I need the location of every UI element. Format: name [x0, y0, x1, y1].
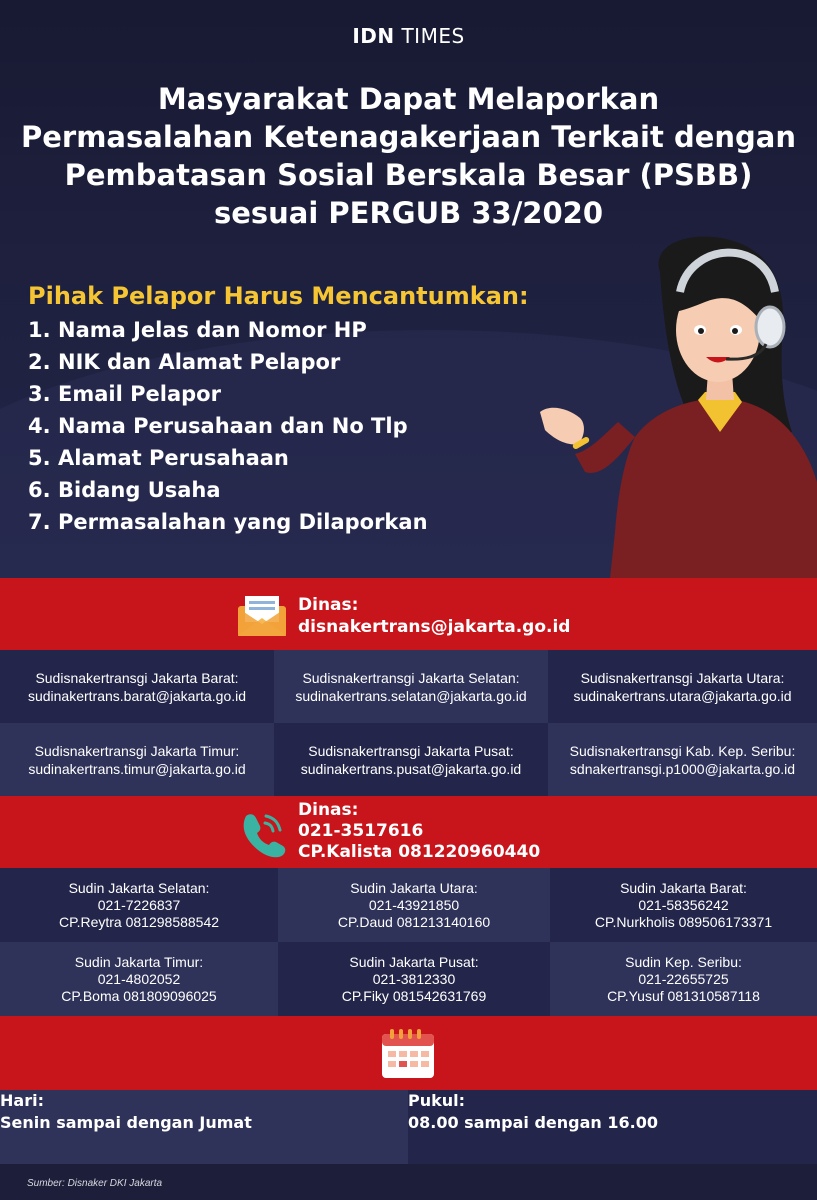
email-office-cell: Sudisnakertransgi Jakarta Timur: sudinakertrans.timur@jakarta.go.id — [0, 723, 274, 796]
requirement-item: 2. NIK dan Alamat Pelapor — [28, 350, 341, 374]
email-office-cell: Sudisnakertransgi Jakarta Selatan: sudinakertrans.selatan@jakarta.go.id — [274, 650, 548, 723]
requirements-title: Pihak Pelapor Harus Mencantumkan: — [28, 282, 529, 310]
office-number[interactable]: 021-58356242 — [638, 896, 729, 913]
phone-dinas-label: Dinas: — [298, 800, 359, 820]
requirement-item: 3. Email Pelapor — [28, 382, 221, 406]
email-offices-grid — [0, 650, 817, 796]
phone-band — [0, 796, 817, 868]
office-email[interactable]: sudinakertrans.utara@jakarta.go.id — [573, 687, 792, 704]
source-note: Sumber: Disnaker DKI Jakarta — [27, 1178, 163, 1189]
headline-line-1: Masyarakat Dapat Melaporkan — [157, 82, 660, 116]
phone-dinas-number[interactable]: 021-3517616 — [298, 821, 424, 841]
email-office-cell: Sudisnakertransgi Jakarta Pusat: sudinakertrans.pusat@jakarta.go.id — [274, 723, 548, 796]
office-email[interactable]: sudinakertrans.barat@jakarta.go.id — [27, 687, 247, 704]
email-office-cell: Sudisnakertransgi Jakarta Utara: sudinakertrans.utara@jakarta.go.id — [548, 650, 817, 723]
phone-offices-grid — [0, 868, 817, 1016]
email-office-cell: Sudisnakertransgi Jakarta Barat: sudinakertrans.barat@jakarta.go.id — [0, 650, 274, 723]
office-cp[interactable]: CP.Yusuf 081310587118 — [607, 987, 760, 1004]
phone-dinas-cp[interactable]: CP.Kalista 081220960440 — [298, 842, 541, 862]
email-dinas-label: Dinas: — [298, 595, 359, 615]
phone-dinas — [298, 800, 540, 863]
footer — [0, 1164, 817, 1200]
email-office-cell: Sudisnakertransgi Kab. Kep. Seribu: sdnakertransgi.p1000@jakarta.go.id — [548, 723, 817, 796]
phone-office-cell: Sudin Jakarta Utara: 021-43921850 CP.Daud 081213140160 — [278, 868, 550, 942]
phone-office-cell: Sudin Jakarta Barat: 021-58356242 CP.Nurkholis 089506173371 — [550, 868, 817, 942]
office-number[interactable]: 021-3812330 — [372, 970, 456, 987]
office-cp[interactable]: CP.Reytra 081298588542 — [58, 913, 220, 930]
phone-office-cell: Sudin Jakarta Pusat: 021-3812330 CP.Fiky 081542631769 — [278, 942, 550, 1016]
requirements-list — [28, 314, 428, 538]
requirement-item: 4. Nama Perusahaan dan No Tlp — [28, 414, 408, 438]
phone-icon — [238, 810, 286, 858]
office-cp[interactable]: CP.Boma 081809096025 — [61, 987, 217, 1004]
envelope-icon — [236, 592, 288, 638]
headline — [0, 80, 817, 232]
requirement-item: 6. Bidang Usaha — [28, 478, 221, 502]
office-number[interactable]: 021-43921850 — [368, 896, 460, 913]
requirement-item: 5. Alamat Perusahaan — [28, 446, 289, 470]
calendar-icon — [380, 1028, 436, 1080]
phone-office-cell: Sudin Kep. Seribu: 021-22655725 CP.Yusuf 081310587118 — [550, 942, 817, 1016]
headline-line-3: Pembatasan Sosial Berskala Besar (PSBB) — [64, 158, 753, 192]
logo-part-2: TIMES — [401, 24, 465, 48]
phone-office-cell: Sudin Jakarta Selatan: 021-7226837 CP.Reytra 081298588542 — [0, 868, 278, 942]
requirement-item: 7. Permasalahan yang Dilaporkan — [28, 510, 428, 534]
headline-line-2: Permasalahan Ketenagakerjaan Terkait dengan — [20, 120, 796, 154]
office-number[interactable]: 021-4802052 — [97, 970, 181, 987]
office-cp[interactable]: CP.Nurkholis 089506173371 — [594, 913, 773, 930]
headline-line-4: sesuai PERGUB 33/2020 — [213, 196, 604, 230]
phone-office-cell: Sudin Jakarta Timur: 021-4802052 CP.Boma 081809096025 — [0, 942, 278, 1016]
requirement-item: 1. Nama Jelas dan Nomor HP — [28, 318, 367, 342]
email-dinas-address[interactable]: disnakertrans@jakarta.go.id — [298, 617, 571, 637]
email-dinas — [298, 594, 570, 638]
office-email[interactable]: sdnakertransgi.p1000@jakarta.go.id — [569, 760, 796, 777]
schedule-band — [0, 1016, 817, 1090]
office-time: Pukul: 08.00 sampai dengan 16.00 — [408, 1090, 817, 1164]
office-email[interactable]: sudinakertrans.pusat@jakarta.go.id — [300, 760, 522, 777]
office-number[interactable]: 021-7226837 — [97, 896, 181, 913]
call-center-agent-illustration — [530, 232, 817, 578]
idn-times-logo — [0, 24, 817, 48]
top-section — [0, 0, 817, 578]
logo-part-1: IDN — [352, 24, 395, 48]
office-email[interactable]: sudinakertrans.timur@jakarta.go.id — [28, 760, 246, 777]
email-band — [0, 578, 817, 650]
office-email[interactable]: sudinakertrans.selatan@jakarta.go.id — [295, 687, 527, 704]
office-hours — [0, 1090, 817, 1164]
office-days: Hari: Senin sampai dengan Jumat — [0, 1090, 408, 1164]
office-number[interactable]: 021-22655725 — [638, 970, 729, 987]
office-cp[interactable]: CP.Daud 081213140160 — [337, 913, 491, 930]
office-cp[interactable]: CP.Fiky 081542631769 — [341, 987, 487, 1004]
